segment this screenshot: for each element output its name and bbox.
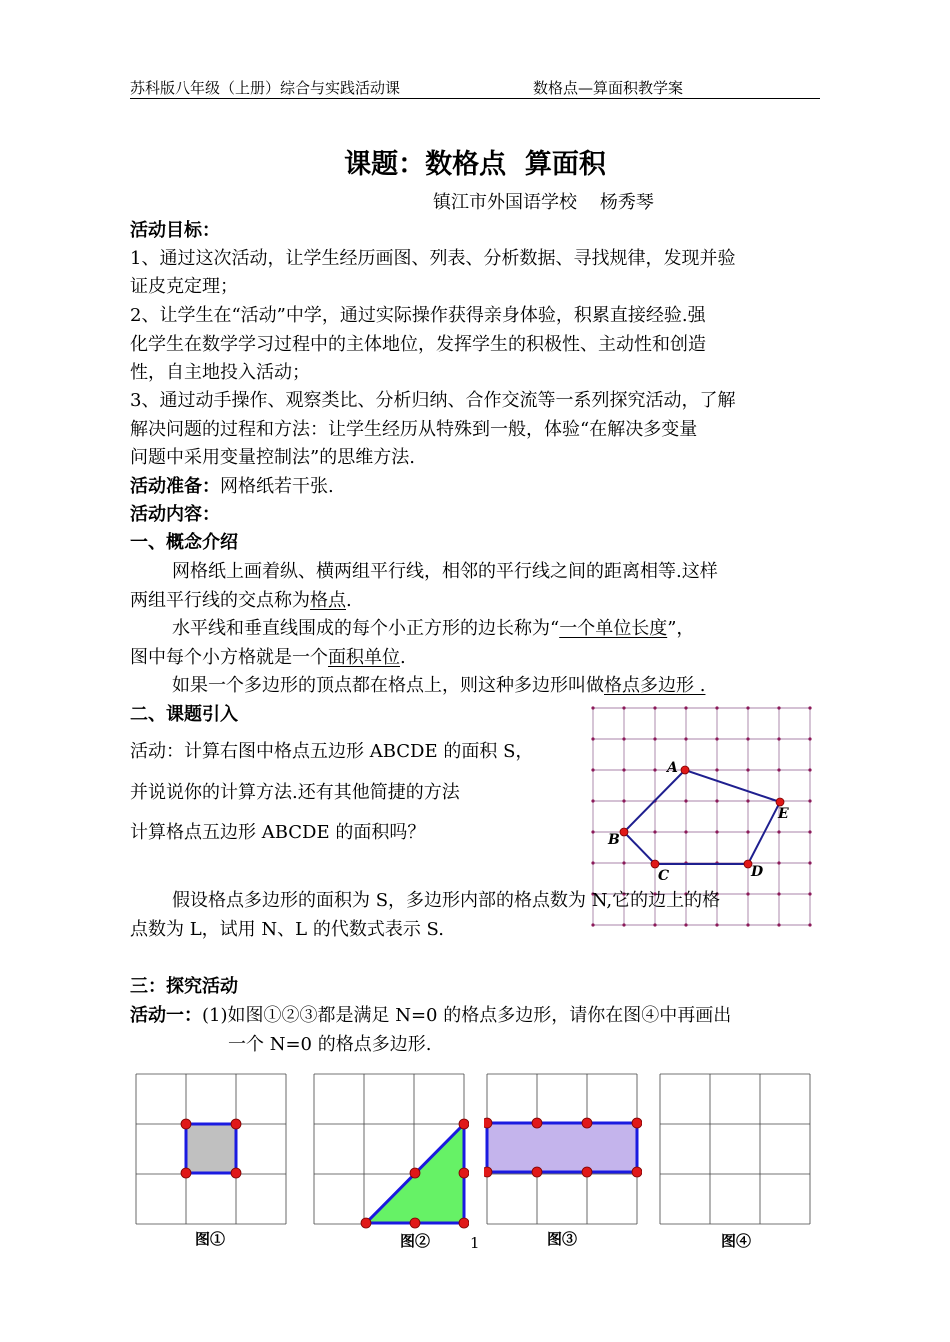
pentagon-abcde xyxy=(624,770,780,864)
header-left: 苏科版八年级（上册）综合与实践活动课 xyxy=(130,79,401,97)
grid-dot xyxy=(808,799,811,802)
caption-figure-4: 图④ xyxy=(720,1232,751,1250)
text-run: . xyxy=(346,590,352,611)
grid-dot xyxy=(777,892,780,895)
figure-1 xyxy=(133,1071,291,1229)
activity1-text: (1)如图①②③都是满足 N=0 的格点多边形，请你在图④中再画出 xyxy=(202,1005,732,1026)
grid-dot xyxy=(777,861,780,864)
grid-dot xyxy=(684,799,687,802)
grid-dot xyxy=(808,737,811,740)
section1-heading: 一、概念介绍 xyxy=(130,532,238,553)
goal-line: 问题中采用变量控制法”的思维方法. xyxy=(130,447,415,468)
figure-4 xyxy=(657,1071,815,1229)
figure-4-grid xyxy=(660,1074,810,1224)
figure-3 xyxy=(484,1071,642,1229)
vertex-dot xyxy=(532,1118,542,1128)
grid-dot xyxy=(653,706,656,709)
vertex-dot xyxy=(410,1168,420,1178)
section2-line: 活动：计算右图中格点五边形 ABCDE 的面积 S， xyxy=(130,741,534,762)
label-a: A xyxy=(667,760,678,776)
grid-dot xyxy=(808,706,811,709)
grid-dot xyxy=(591,799,594,802)
prep-text: 网格纸若干张. xyxy=(220,476,334,497)
header-right: 数格点—算面积教学案 xyxy=(533,79,684,97)
figure-2 xyxy=(311,1071,469,1229)
grid-dot xyxy=(777,923,780,926)
text-run: ”， xyxy=(667,618,695,639)
prep-line xyxy=(130,475,334,499)
goal-line: 证皮克定理； xyxy=(130,276,238,297)
content-heading: 活动内容： xyxy=(130,504,220,525)
vertex-c xyxy=(651,860,659,868)
grid-dot xyxy=(653,830,656,833)
goal-line: 3、通过动手操作、观察类比、分析归纳、合作交流等一系列探究活动，了解 xyxy=(130,390,736,411)
grid-dot xyxy=(684,923,687,926)
goal-line: 1、通过这次活动，让学生经历画图、列表、分析数据、寻找规律，发现并验 xyxy=(130,248,736,269)
grid-dot xyxy=(622,799,625,802)
vertex-e xyxy=(776,798,784,806)
grid-dot xyxy=(653,737,656,740)
label-d: D xyxy=(751,864,764,880)
term-grid-point: 格点 xyxy=(310,590,346,611)
grid-dot xyxy=(746,923,749,926)
activity1-line-cont: 一个 N=0 的格点多边形. xyxy=(228,1034,432,1055)
page-title: 课题：数格点 算面积 xyxy=(344,149,606,180)
vertex-dot xyxy=(231,1119,241,1129)
vertex-dot xyxy=(410,1218,420,1228)
grid-dot xyxy=(808,830,811,833)
hypothesis-line-cont: 点数为 L，试用 N、L 的代数式表示 S. xyxy=(130,919,444,940)
section1-p2-cont xyxy=(130,646,406,670)
section3-heading: 三：探究活动 xyxy=(130,976,238,997)
grid-dot xyxy=(808,768,811,771)
hypothesis-line: 假设格点多边形的面积为 S，多边形内部的格点数为 N,它的边上的格 xyxy=(172,890,721,911)
vertex-dot xyxy=(484,1118,492,1128)
text-run: . xyxy=(400,647,406,668)
text-run: 如果一个多边形的顶点都在格点上，则这种多边形叫做 xyxy=(172,675,604,696)
grid-dot xyxy=(777,706,780,709)
grid-dot xyxy=(746,892,749,895)
caption-figure-2: 图② xyxy=(399,1232,430,1250)
vertex-dot xyxy=(632,1118,642,1128)
grid-dot xyxy=(653,768,656,771)
grid-dot xyxy=(622,768,625,771)
label-b: B xyxy=(608,832,620,848)
vertex-dot xyxy=(582,1167,592,1177)
term-unit-length: 一个单位长度 xyxy=(559,618,668,639)
grid-dot xyxy=(684,706,687,709)
grid-dot xyxy=(808,861,811,864)
goal-line: 2、让学生在“活动”中学，通过实际操作获得亲身体验，积累直接经验.强 xyxy=(130,305,706,326)
header-rule xyxy=(130,98,820,99)
vertex-dot xyxy=(532,1167,542,1177)
term-area-unit: 面积单位 xyxy=(328,647,400,668)
grid-dot xyxy=(622,737,625,740)
section2-line: 并说说你的计算方法.还有其他简捷的方法 xyxy=(130,782,460,803)
vertex-dot xyxy=(459,1168,469,1178)
vertex-dot xyxy=(231,1168,241,1178)
grid-dot xyxy=(715,830,718,833)
author: 镇江市外国语学校 杨秀琴 xyxy=(433,192,654,213)
grid-dot xyxy=(591,861,594,864)
grid-dot xyxy=(591,768,594,771)
caption-figure-3: 图③ xyxy=(546,1230,577,1248)
grid-dot xyxy=(622,923,625,926)
grid-dot xyxy=(622,861,625,864)
goal-line: 化学生在数学学习过程中的主体地位，发挥学生的积极性、主动性和创造 xyxy=(130,334,706,355)
grid-dot xyxy=(684,830,687,833)
grid-dot xyxy=(746,706,749,709)
vertex-dot xyxy=(459,1119,469,1129)
text-run: 水平线和垂直线围成的每个小正方形的边长称为“ xyxy=(172,618,560,639)
goals-heading: 活动目标： xyxy=(130,220,220,241)
grid-dot xyxy=(622,706,625,709)
grid-dot xyxy=(777,737,780,740)
prep-label: 活动准备： xyxy=(130,476,220,497)
caption-figure-1: 图① xyxy=(194,1230,225,1248)
grid-dot xyxy=(715,799,718,802)
goal-line: 性，自主地投入活动； xyxy=(130,362,310,383)
grid-dot xyxy=(746,768,749,771)
activity1-line xyxy=(130,1004,731,1028)
section2-heading: 二、课题引入 xyxy=(130,704,238,725)
grid-dot xyxy=(808,892,811,895)
grid-dot xyxy=(746,737,749,740)
grid-dot xyxy=(715,923,718,926)
figure-1-square xyxy=(186,1124,236,1173)
section1-p2 xyxy=(172,617,694,641)
page-number: 1 xyxy=(470,1234,480,1252)
grid-dot xyxy=(746,799,749,802)
grid-dot xyxy=(777,830,780,833)
vertex-dot xyxy=(361,1218,371,1228)
grid-dot xyxy=(591,923,594,926)
grid-dot xyxy=(715,737,718,740)
grid-dot xyxy=(715,706,718,709)
grid-dot xyxy=(591,830,594,833)
label-e: E xyxy=(778,806,789,822)
term-lattice-polygon: 格点多边形 . xyxy=(604,675,706,696)
vertex-dot xyxy=(484,1167,492,1177)
grid-dot xyxy=(684,737,687,740)
vertex-b xyxy=(620,828,628,836)
vertex-dot xyxy=(582,1118,592,1128)
section1-p3 xyxy=(172,674,705,698)
vertex-a xyxy=(681,766,689,774)
label-c: C xyxy=(658,868,670,884)
section2-line: 计算格点五边形 ABCDE 的面积吗？ xyxy=(130,822,426,843)
figure-3-rectangle xyxy=(487,1123,637,1172)
grid-dot xyxy=(777,768,780,771)
grid-dot xyxy=(746,830,749,833)
vertex-dot xyxy=(459,1218,469,1228)
grid-dot xyxy=(653,923,656,926)
vertex-dot xyxy=(181,1119,191,1129)
text-run: 两组平行线的交点称为 xyxy=(130,590,310,611)
vertex-dot xyxy=(181,1168,191,1178)
section1-p1-cont xyxy=(130,589,352,613)
grid-dot xyxy=(808,923,811,926)
section1-p1: 网格纸上画着纵、横两组平行线，相邻的平行线之间的距离相等.这样 xyxy=(172,561,718,582)
grid-dot xyxy=(591,737,594,740)
grid-dot xyxy=(591,706,594,709)
grid-dot xyxy=(715,768,718,771)
activity1-label: 活动一： xyxy=(130,1005,202,1026)
text-run: 图中每个小方格就是一个 xyxy=(130,647,328,668)
goal-line: 解决问题的过程和方法：让学生经历从特殊到一般，体验“在解决多变量 xyxy=(130,419,698,440)
vertex-dot xyxy=(632,1167,642,1177)
